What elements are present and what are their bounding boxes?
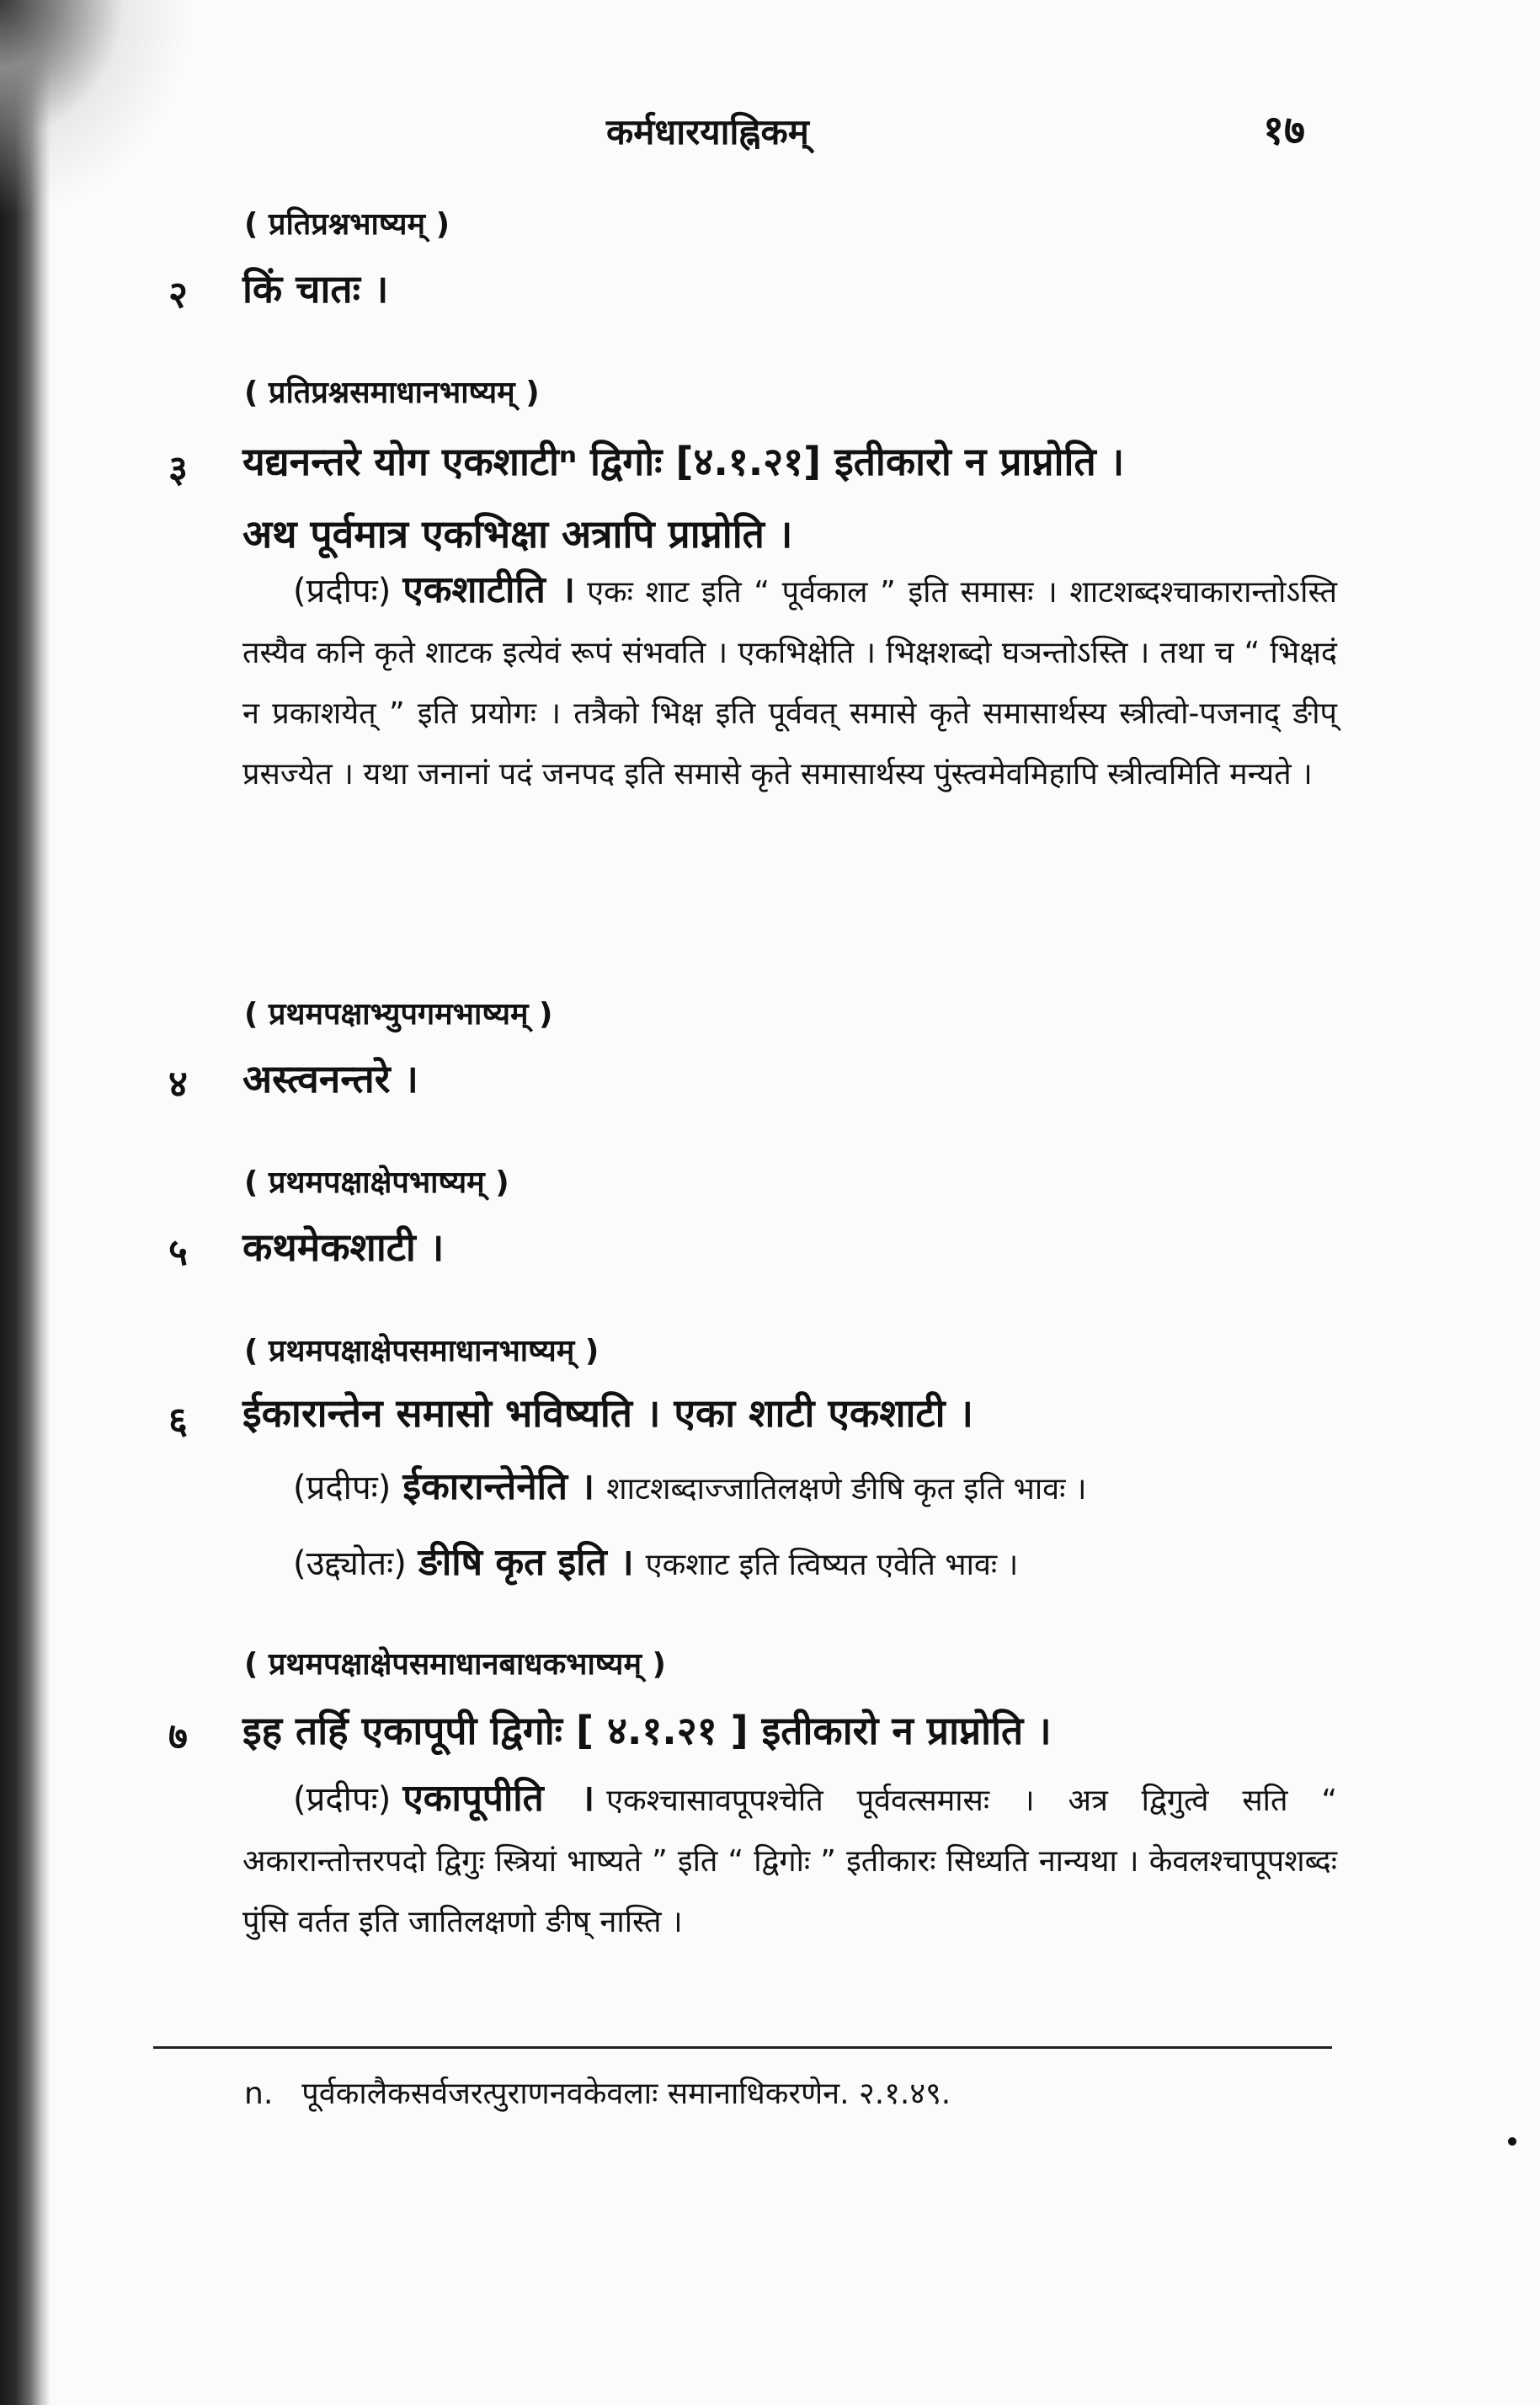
section-number: २ <box>168 274 188 317</box>
page-number: १७ <box>1263 107 1305 154</box>
commentary-keyword: ईकारान्तेनेति । <box>402 1465 595 1508</box>
commentary-label: (उद्द्योतः) <box>293 1544 407 1583</box>
pradipa-commentary <box>242 1457 1337 1520</box>
bhashya-line: इह तर्हि एकापूपी द्विगोः [ ४.१.२१ ] इतीकारो न प्राप्नोति । <box>242 1708 1052 1753</box>
page-header <box>0 97 1540 164</box>
bhashya-line: अथ पूर्वमात्र एकभिक्षा अत्रापि प्राप्नोति । <box>242 511 793 557</box>
scan-speck <box>1508 2137 1516 2146</box>
commentary-text: एकः शाट इति “ पूर्वकाल ” इति समासः । शाटशब्दश्चाकारान्तोऽस्ति तस्यैव कनि कृते शाटक इत्येवं रूपं संभवति । एकभिक्षेति । भिक्षशब्दो घञन्तोऽस्ति । तथा च “ भिक्षदं न प्रकाशयेत् ” इति प्रयोगः । तत्रैको भिक्ष इति पूर्ववत् समासे कृते समासार्थस्य स्त्रीत्वो-पजनाद् ङीप् प्रसज्येत । यथा जनानां पदं जनपद इति समासे कृते समासार्थस्य पुंस्त्वमेवमिहापि स्त्रीत्वमिति मन्यते । <box>242 575 1337 792</box>
bhashya-text <box>242 1211 1337 1283</box>
commentary-indent <box>242 575 293 610</box>
commentary-label: (प्रदीपः) <box>293 1469 392 1507</box>
bhashya-line: अस्त्वनन्तरे । <box>242 1056 418 1101</box>
commentary-text: एकश्चासावपूपश्चेति पूर्ववत्समासः । अत्र द्विगुत्वे सति “ अकारान्तोत्तरपदो द्विगुः स्त्रियां भाष्यते ” इति “ द्विगोः ” इतीकारः सिध्यति नान्यथा । केवलश्चापूपशब्दः पुंसि वर्तत इति जातिलक्षणो ङीष् नास्ति । <box>242 1784 1338 1939</box>
section-tag: ( प्रतिप्रश्नभाष्यम् ) <box>244 207 450 242</box>
binding-shadow <box>0 0 51 2405</box>
section-tag: ( प्रथमपक्षाक्षेपसमाधानबाधकभाष्यम् ) <box>244 1647 666 1682</box>
section-number: ७ <box>168 1715 188 1758</box>
commentary-label: (प्रदीपः) <box>293 572 392 611</box>
commentary-keyword: ङीषि कृत इति । <box>418 1541 634 1584</box>
commentary-keyword: एकशाटीति । <box>402 568 576 611</box>
page-title: कर्मधारयाह्निकम् <box>606 111 809 152</box>
section-tag: ( प्रतिप्रश्नसमाधानभाष्यम् ) <box>244 376 540 410</box>
bhashya-text <box>242 1694 1337 1767</box>
commentary-text: शाटशब्दाज्जातिलक्षणे ङीषि कृत इति भावः । <box>606 1472 1087 1506</box>
commentary-label: (प्रदीपः) <box>293 1780 392 1819</box>
commentary-indent <box>242 1472 293 1506</box>
section-tag: ( प्रथमपक्षाक्षेपसमाधानभाष्यम् ) <box>244 1334 599 1368</box>
bhashya-line: किं चातः । <box>242 266 389 312</box>
bhashya-text <box>242 425 1337 570</box>
uddyota-commentary <box>242 1533 1337 1596</box>
commentary-indent <box>242 1548 293 1582</box>
footnote-text: पूर्वकालैकसर्वजरत्पुराणनवकेवलाः समानाधिकरणेन. २.१.४९. <box>301 2077 951 2111</box>
section-number: ४ <box>168 1063 188 1106</box>
footnote <box>244 2072 951 2113</box>
pradipa-commentary <box>242 560 1337 805</box>
pradipa-commentary <box>242 1768 1337 1953</box>
bhashya-text <box>242 1377 1337 1449</box>
section-tag: ( प्रथमपक्षाक्षेपभाष्यम् ) <box>244 1165 509 1200</box>
section-number: ६ <box>168 1400 188 1442</box>
section-number: ५ <box>168 1231 188 1274</box>
bhashya-text <box>242 1043 1337 1115</box>
bhashya-line: कथमेकशाटी । <box>242 1224 445 1270</box>
commentary-keyword: एकापूपीति । <box>402 1777 595 1820</box>
section-tag: ( प्रथमपक्षाभ्युपगमभाष्यम् ) <box>244 997 553 1032</box>
commentary-indent <box>242 1784 293 1818</box>
bhashya-line: यद्यनन्तरे योग एकशाटीⁿ द्विगोः [४.१.२१] इतीकारो न प्राप्नोति । <box>242 439 1125 484</box>
section-number: ३ <box>168 448 188 491</box>
bhashya-text <box>242 253 1337 325</box>
commentary-text: एकशाट इति त्विष्यत एवेति भावः । <box>645 1548 1019 1582</box>
footnote-divider <box>153 2046 1332 2049</box>
bhashya-line: ईकारान्तेन समासो भविष्यति । एका शाटी एकशाटी । <box>242 1390 973 1436</box>
footnote-marker: n. <box>244 2077 274 2111</box>
